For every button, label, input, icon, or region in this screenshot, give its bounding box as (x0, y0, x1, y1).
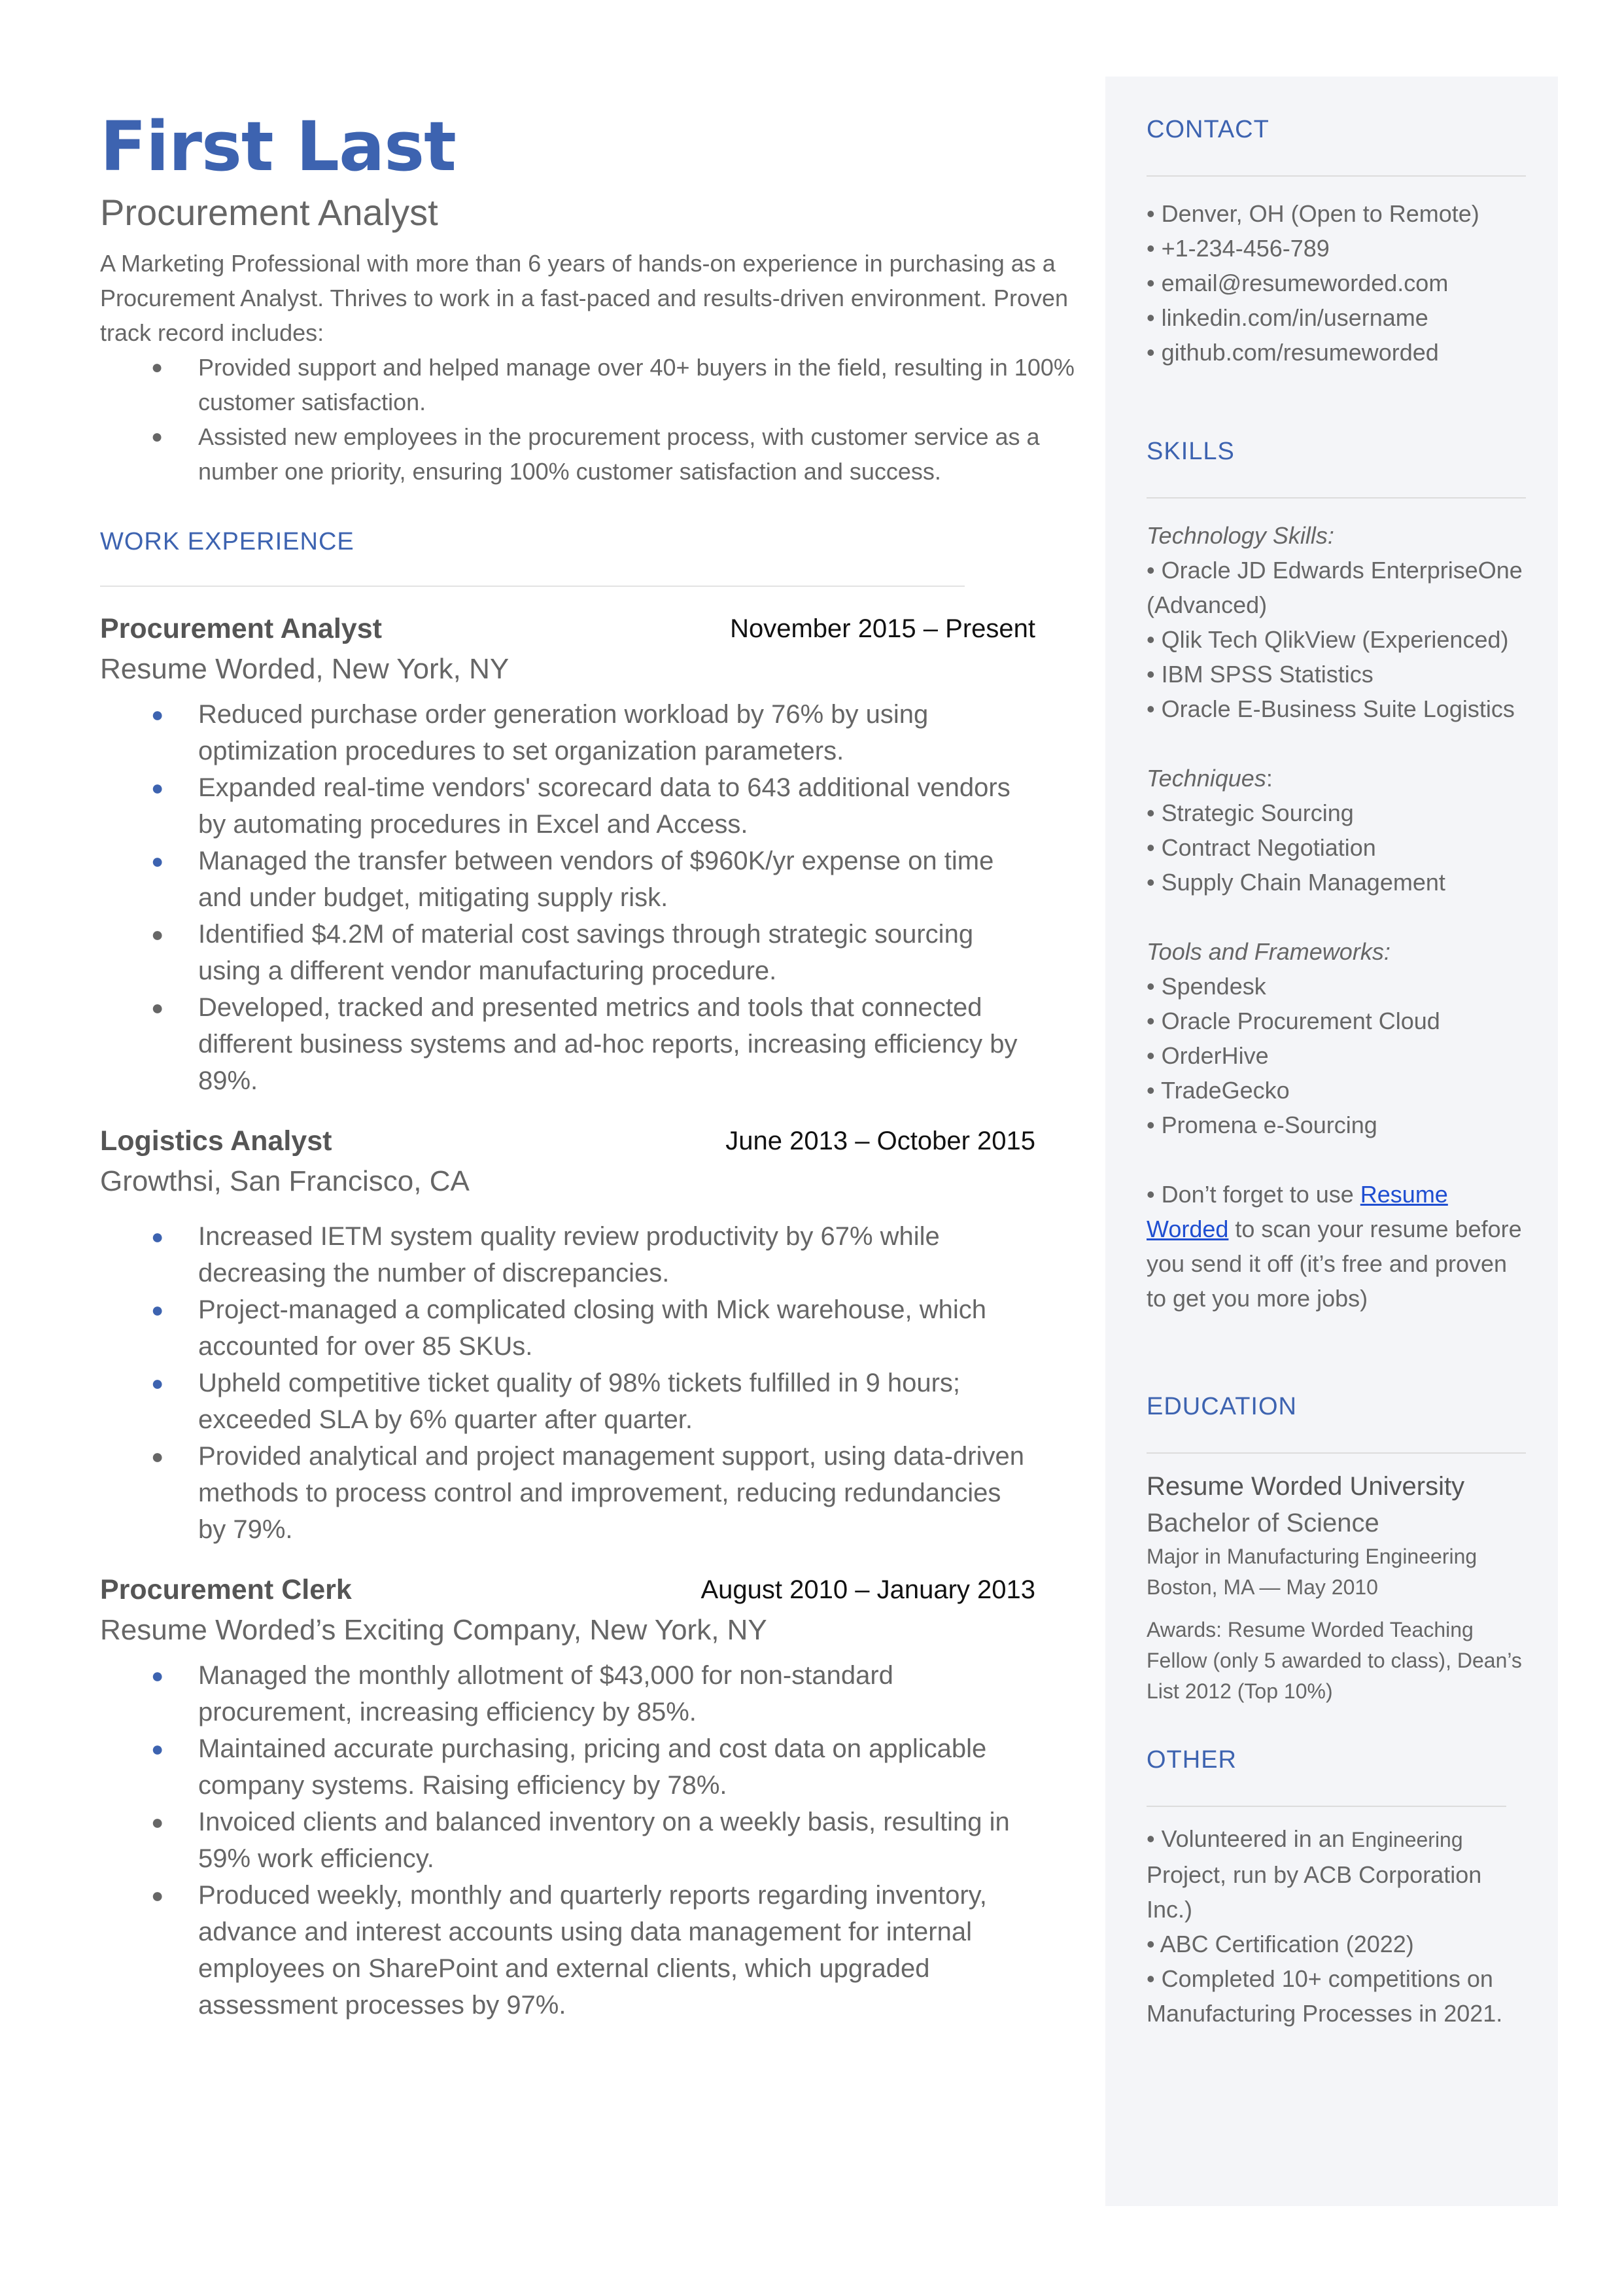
job-company: Resume Worded, New York, NY (100, 652, 510, 685)
job-entry (100, 1574, 1035, 2023)
job-entry (100, 613, 1035, 1099)
contact-heading: CONTACT (1147, 116, 1270, 143)
bullet-icon: ● (151, 1664, 164, 1688)
list-item: ● Expanded real-time vendors' scorecard data to 643 additional vendors by automating procedures in Excel and Access. (100, 769, 1035, 843)
summary-item: ● Assisted new employees in the procurement process, with customer service as a number one priority, ensuring 100% customer satisfaction and success. (100, 419, 1075, 489)
job-bullets (100, 696, 1035, 1099)
candidate-name: First Last (100, 107, 456, 186)
job-company: Growthsi, San Francisco, CA (100, 1165, 470, 1197)
list-item: • Spendesk (1147, 973, 1266, 1000)
list-item: ● Identified $4.2M of material cost savings through strategic sourcing using a different vendor manufacturing procedure. (100, 916, 1035, 989)
job-title: Procurement Analyst (100, 612, 382, 644)
skills-tech-label: Technology Skills: (1147, 522, 1334, 549)
work-experience-heading: WORK EXPERIENCE (100, 527, 354, 555)
job-title: Logistics Analyst (100, 1125, 332, 1157)
bullet-icon: ● (151, 849, 164, 873)
list-item: • Oracle JD Edwards EnterpriseOne (Advanced) (1147, 557, 1523, 618)
section-divider (1147, 497, 1526, 499)
candidate-role: Procurement Analyst (100, 191, 438, 233)
job-company: Resume Worded’s Exciting Company, New York, NY (100, 1614, 767, 1647)
job-bullets (100, 1218, 1035, 1548)
contact-phone: • +1-234-456-789 (1147, 235, 1330, 262)
skills-tools-label: Tools and Frameworks: (1147, 938, 1391, 965)
list-item: • OrderHive (1147, 1042, 1269, 1069)
list-item: ● Increased IETM system quality review productivity by 67% while decreasing the number of discrepancies. (100, 1218, 1035, 1291)
skills-techniques-label: Techniques: (1147, 765, 1273, 792)
bullet-icon: ● (151, 356, 164, 378)
edu-school: Resume Worded University (1147, 1472, 1465, 1501)
list-item: • Contract Negotiation (1147, 834, 1376, 861)
job-dates: August 2010 – January 2013 (700, 1575, 1035, 1605)
list-item: • Oracle Procurement Cloud (1147, 1007, 1440, 1034)
other-item: • Volunteered in an Engineering Project, run by ACB Corporation Inc.) (1147, 1825, 1482, 1923)
resume-tip: • Don’t forget to use Resume Worded to scan your resume before you send it off (it’s free and proven to get you more jobs) (1147, 1181, 1522, 1312)
list-item: ● Provided analytical and project management support, using data-driven methods to process control and improvement, reducing redundancies by 79%. (100, 1438, 1035, 1548)
skills-tools-list (1147, 969, 1526, 1142)
other-heading: OTHER (1147, 1746, 1237, 1774)
list-item: • IBM SPSS Statistics (1147, 661, 1373, 688)
list-item: ● Managed the transfer between vendors of $960K/yr expense on time and under budget, mitigating supply risk. (100, 843, 1035, 916)
edu-major: Major in Manufacturing Engineering (1147, 1545, 1477, 1568)
list-item: ● Managed the monthly allotment of $43,000 for non-standard procurement, increasing efficiency by 85%. (100, 1657, 1035, 1730)
bullet-icon: ● (151, 1445, 164, 1469)
contact-list (1147, 196, 1526, 370)
job-entry (100, 1125, 1035, 1549)
list-item: ● Invoiced clients and balanced inventory on a weekly basis, resulting in 59% work efficiency. (100, 1804, 1035, 1877)
bullet-icon: ● (151, 1225, 164, 1249)
summary-item: ● Provided support and helped manage over 40+ buyers in the field, resulting in 100% customer satisfaction. (100, 350, 1075, 419)
job-bullets (100, 1657, 1035, 2023)
list-item: ● Maintained accurate purchasing, pricing and cost data on applicable company systems. Raising efficiency by 78%. (100, 1730, 1035, 1804)
job-dates: June 2013 – October 2015 (725, 1126, 1035, 1155)
list-item: • Promena e-Sourcing (1147, 1112, 1377, 1138)
bullet-icon: ● (151, 922, 164, 946)
edu-location-date: Boston, MA — May 2010 (1147, 1575, 1378, 1599)
bullet-icon: ● (151, 1737, 164, 1761)
education-heading: EDUCATION (1147, 1393, 1297, 1420)
resume-worded-link[interactable]: Resume Worded (1147, 1181, 1448, 1242)
bullet-icon: ● (151, 1371, 164, 1395)
summary-text: A Marketing Professional with more than 6 years of hands-on experience in purchasing as a Procurement Analyst. Thrives to work in a fast-paced and results-driven environment. Proven track record includes: (100, 249, 1069, 346)
sidebar (1105, 77, 1558, 2206)
list-item: ● Reduced purchase order generation workload by 76% by using optimization procedures to set organization parameters. (100, 696, 1035, 769)
contact-email[interactable]: • email@resumeworded.com (1147, 270, 1449, 296)
bullet-icon: ● (151, 702, 164, 726)
list-item: ● Developed, tracked and presented metrics and tools that connected different business systems and ad-hoc reports, increasing efficiency by 89%. (100, 989, 1035, 1099)
section-divider (1147, 1806, 1506, 1807)
section-divider (1147, 1452, 1526, 1454)
skills-tech-list (1147, 553, 1526, 726)
other-item: • Completed 10+ competitions on Manufacturing Processes in 2021. (1147, 1965, 1503, 2027)
bullet-icon: ● (151, 995, 164, 1019)
edu-degree: Bachelor of Science (1147, 1509, 1379, 1537)
list-item: • Oracle E-Business Suite Logistics (1147, 695, 1515, 722)
list-item: • Supply Chain Management (1147, 869, 1445, 896)
bullet-icon: ● (151, 1810, 164, 1834)
job-title: Procurement Clerk (100, 1574, 352, 1606)
list-item: • Strategic Sourcing (1147, 799, 1354, 826)
edu-awards: Awards: Resume Worded Teaching Fellow (only 5 awarded to class), Dean’s List 2012 (Top 10%) (1147, 1618, 1522, 1703)
list-item: ● Produced weekly, monthly and quarterly reports regarding inventory, advance and interest accounts using data management for internal employees on SharePoint and external clients, which upgraded assessment processes by 97%. (100, 1877, 1035, 2023)
contact-github[interactable]: • github.com/resumeworded (1147, 339, 1439, 366)
skills-heading: SKILLS (1147, 438, 1235, 465)
main-column (100, 108, 1075, 2023)
bullet-icon: ● (151, 775, 164, 799)
bullet-icon: ● (151, 1298, 164, 1322)
contact-location: • Denver, OH (Open to Remote) (1147, 200, 1479, 227)
job-dates: November 2015 – Present (730, 614, 1035, 643)
list-item: ● Project-managed a complicated closing with Mick warehouse, which accounted for over 85 SKUs. (100, 1291, 1035, 1365)
section-divider (100, 586, 965, 587)
list-item: • TradeGecko (1147, 1077, 1290, 1104)
bullet-icon: ● (151, 1883, 164, 1908)
section-divider (1147, 175, 1526, 177)
list-item: ● Upheld competitive ticket quality of 98% tickets fulfilled in 9 hours; exceeded SLA by 6% quarter after quarter. (100, 1365, 1035, 1438)
contact-linkedin[interactable]: • linkedin.com/in/username (1147, 304, 1428, 331)
bullet-icon: ● (151, 425, 164, 447)
list-item: • Qlik Tech QlikView (Experienced) (1147, 626, 1509, 653)
other-item: • ABC Certification (2022) (1147, 1931, 1414, 1957)
skills-techniques-list (1147, 796, 1526, 900)
summary-list (100, 350, 1075, 489)
